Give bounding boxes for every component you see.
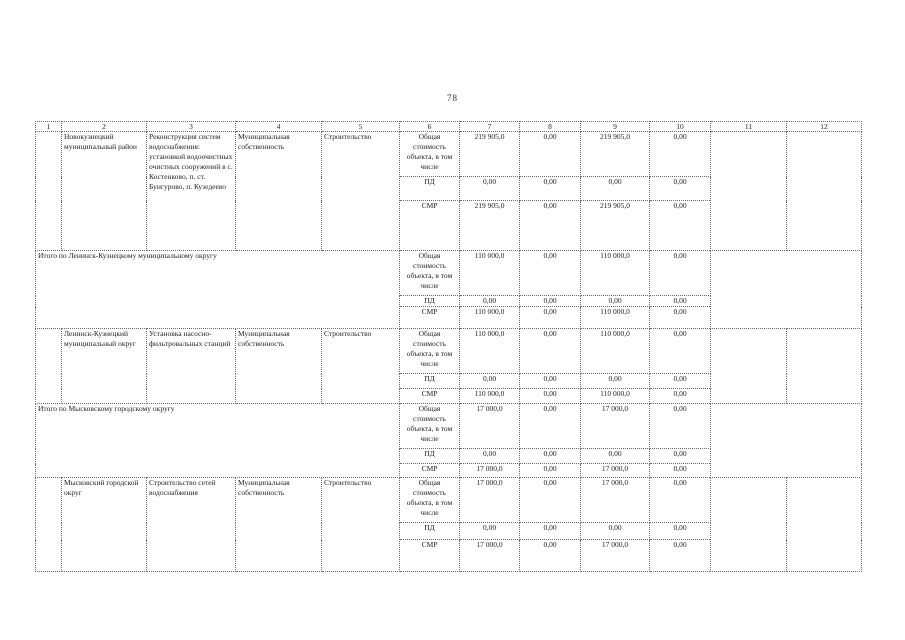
cell-value: 0,00 <box>650 329 711 374</box>
column-number: 9 <box>581 122 650 132</box>
cell-value: 17 000,0 <box>460 478 520 523</box>
column-number: 4 <box>236 122 322 132</box>
cell-cost-item: СМР <box>400 464 460 478</box>
cell-municipality: Ленинск-Кузнецкий муниципальный округ <box>62 329 147 404</box>
cell-value: 110 000,0 <box>460 307 520 329</box>
cell-row-number <box>36 329 62 404</box>
cell-empty <box>711 404 862 478</box>
cell-value: 17 000,0 <box>581 404 650 449</box>
cell-value: 110 000,0 <box>460 389 520 404</box>
column-number: 2 <box>62 122 147 132</box>
cell-value: 0,00 <box>520 251 581 296</box>
cell-value: 219 905,0 <box>581 132 650 177</box>
cell-value: 17 000,0 <box>460 464 520 478</box>
cell-value: 0,00 <box>520 132 581 177</box>
cell-cost-item: Общая стоимость объекта, в том числе <box>400 478 460 523</box>
cell-object-name: Реконструкция систем водоснабжения: установкой водоочистных очистных сооружений в с. Костенково, п. ст. Бунгурово, п. Кузедеево <box>147 132 236 251</box>
table-row <box>36 132 862 177</box>
cell-value: 110 000,0 <box>460 329 520 374</box>
cell-value: 219 905,0 <box>460 201 520 251</box>
cell-cost-item: Общая стоимость объекта, в том числе <box>400 132 460 177</box>
cell-cost-item: ПД <box>400 449 460 464</box>
cell-cost-item: Общая стоимость объекта, в том числе <box>400 251 460 296</box>
cell-value: 0,00 <box>650 449 711 464</box>
cell-cost-item: ПД <box>400 296 460 307</box>
cell-value: 0,00 <box>520 523 581 540</box>
cell-value: 110 000,0 <box>581 389 650 404</box>
cell-empty <box>787 329 862 404</box>
cell-value: 0,00 <box>520 540 581 572</box>
cell-work-type: Строительство <box>322 329 400 404</box>
cell-value: 0,00 <box>460 177 520 201</box>
cell-cost-item: ПД <box>400 177 460 201</box>
cell-value: 0,00 <box>520 389 581 404</box>
cell-empty <box>711 132 787 251</box>
cell-object-name: Установка насосно-фильтровальных станций <box>147 329 236 404</box>
cell-value: 17 000,0 <box>581 478 650 523</box>
cell-value: 17 000,0 <box>460 404 520 449</box>
cell-value: 0,00 <box>650 177 711 201</box>
cell-value: 0,00 <box>520 201 581 251</box>
column-number: 1 <box>36 122 62 132</box>
cell-value: 219 905,0 <box>581 201 650 251</box>
cell-value: 0,00 <box>460 296 520 307</box>
cell-cost-item: Общая стоимость объекта, в том числе <box>400 329 460 374</box>
cell-work-type: Строительство <box>322 478 400 572</box>
cell-value: 0,00 <box>581 177 650 201</box>
table-row <box>36 329 862 374</box>
cell-value: 0,00 <box>650 251 711 296</box>
cell-value: 110 000,0 <box>581 251 650 296</box>
column-number: 8 <box>520 122 581 132</box>
cell-value: 0,00 <box>460 449 520 464</box>
column-number: 6 <box>400 122 460 132</box>
cell-value: 110 000,0 <box>581 329 650 374</box>
cell-municipality: Новокузнецкий муниципальный район <box>62 132 147 251</box>
cell-empty <box>711 329 787 404</box>
cell-value: 219 905,0 <box>460 132 520 177</box>
cell-object-name: Строительство сетей водоснабжения <box>147 478 236 572</box>
cell-value: 0,00 <box>650 132 711 177</box>
cell-value: 0,00 <box>460 374 520 389</box>
cell-cost-item: СМР <box>400 540 460 572</box>
cell-empty <box>787 132 862 251</box>
cell-value: 0,00 <box>650 464 711 478</box>
cell-cost-item: ПД <box>400 523 460 540</box>
cell-value: 0,00 <box>581 374 650 389</box>
cell-empty <box>787 478 862 572</box>
page-number: 78 <box>447 93 458 103</box>
column-number: 10 <box>650 122 711 132</box>
cell-value: 0,00 <box>520 177 581 201</box>
cell-cost-item: СМР <box>400 389 460 404</box>
cell-cost-item: СМР <box>400 201 460 251</box>
cell-value: 110 000,0 <box>460 251 520 296</box>
cell-value: 0,00 <box>520 296 581 307</box>
cell-total-label: Итого по Мысковскому городскому округу <box>36 404 400 478</box>
cell-cost-item: СМР <box>400 307 460 329</box>
cell-value: 0,00 <box>520 464 581 478</box>
cell-ownership: Муниципальная собственность <box>236 478 322 572</box>
cell-ownership: Муниципальная собственность <box>236 132 322 251</box>
cell-value: 17 000,0 <box>581 464 650 478</box>
cell-total-label: Итого по Ленинск-Кузнецкому муниципальному округу <box>36 251 400 329</box>
column-number-row <box>36 122 862 132</box>
cell-row-number <box>36 132 62 251</box>
cell-ownership: Муниципальная собственность <box>236 329 322 404</box>
cell-value: 0,00 <box>581 449 650 464</box>
cell-value: 0,00 <box>650 374 711 389</box>
cell-value: 0,00 <box>650 201 711 251</box>
cell-value: 0,00 <box>520 478 581 523</box>
cell-value: 0,00 <box>520 307 581 329</box>
investment-table <box>35 121 862 572</box>
cell-empty <box>711 251 862 329</box>
column-number: 7 <box>460 122 520 132</box>
cell-cost-item: ПД <box>400 374 460 389</box>
cell-value: 0,00 <box>520 404 581 449</box>
cell-value: 17 000,0 <box>460 540 520 572</box>
cell-cost-item: Общая стоимость объекта, в том числе <box>400 404 460 449</box>
column-number: 5 <box>322 122 400 132</box>
column-number: 11 <box>711 122 787 132</box>
column-number: 12 <box>787 122 862 132</box>
cell-value: 0,00 <box>650 523 711 540</box>
cell-value: 17 000,0 <box>581 540 650 572</box>
table-row <box>36 404 862 449</box>
cell-value: 0,00 <box>520 374 581 389</box>
cell-value: 0,00 <box>460 523 520 540</box>
cell-value: 0,00 <box>650 404 711 449</box>
cell-value: 0,00 <box>650 307 711 329</box>
cell-value: 0,00 <box>650 389 711 404</box>
table-row <box>36 478 862 523</box>
cell-row-number <box>36 478 62 572</box>
cell-municipality: Мысковский городской округ <box>62 478 147 572</box>
cell-value: 0,00 <box>650 540 711 572</box>
cell-empty <box>711 478 787 572</box>
cell-value: 0,00 <box>581 296 650 307</box>
column-number: 3 <box>147 122 236 132</box>
table-row <box>36 251 862 296</box>
cell-value: 110 000,0 <box>581 307 650 329</box>
cell-value: 0,00 <box>650 296 711 307</box>
cell-work-type: Строительство <box>322 132 400 251</box>
cell-value: 0,00 <box>650 478 711 523</box>
cell-value: 0,00 <box>581 523 650 540</box>
cell-value: 0,00 <box>520 329 581 374</box>
cell-value: 0,00 <box>520 449 581 464</box>
